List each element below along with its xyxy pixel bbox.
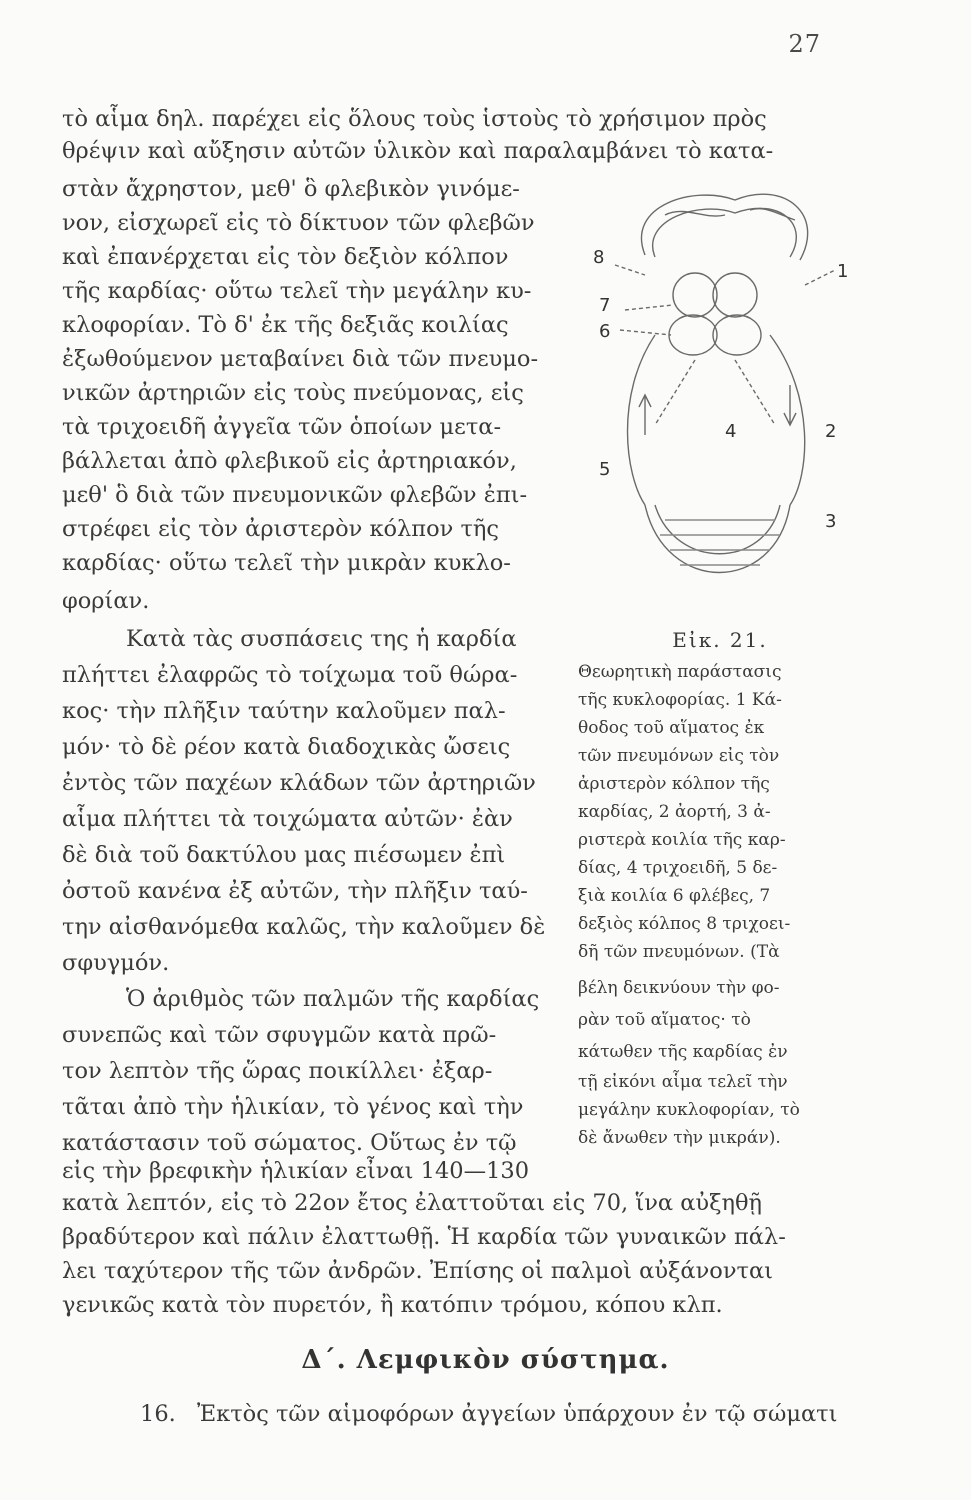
text-line: μόν· τὸ δὲ ρέον κατὰ διαδοχικὰς ὤσεις: [62, 734, 511, 760]
text-line: καὶ ἐπανέρχεται εἰς τὸν δεξιὸν κόλπον: [62, 244, 509, 270]
text-line: κλοφορίαν. Τὸ δ' ἐκ τῆς δεξιᾶς κοιλίας: [62, 312, 509, 338]
figure-label: 6: [599, 321, 611, 342]
text-line: στρέφει εἰς τὸν ἀριστερὸν κόλπον τῆς: [62, 516, 500, 542]
text-line: θρέψιν καὶ αὔξησιν αὐτῶν ὑλικὸν καὶ παραλαμβάνει τὸ κατα-: [62, 138, 774, 164]
caption-text: θοδος τοῦ αἵματος ἐκ: [578, 718, 765, 738]
text-line: συνεπῶς καὶ τῶν σφυγμῶν κατὰ πρῶ-: [62, 1022, 497, 1048]
figure-label: 7: [599, 295, 611, 316]
text-line: εἰς τὴν βρεφικὴν ἡλικίαν εἶναι 140—130: [62, 1158, 530, 1184]
text-line: τὰ τριχοειδῆ ἀγγεῖα τῶν ὁποίων μετα-: [62, 414, 502, 440]
caption-text: ξιὰ κοιλία 6 φλέβες, 7: [578, 886, 771, 906]
text-line: βραδύτερον καὶ πάλιν ἐλαττωθῇ. Ἡ καρδία τῶν γυναικῶν πάλ-: [62, 1224, 786, 1250]
venous-return: [628, 335, 656, 505]
text-line: καρδίας· οὕτω τελεῖ τὴν μικρὰν κυκλο-: [62, 550, 511, 576]
text-line: λει ταχύτερον τῆς τῶν ἀνδρῶν. Ἐπίσης οἱ παλμοὶ αὐξάνονται: [62, 1258, 773, 1284]
right-atrium: [673, 273, 717, 317]
text-line: τᾶται ἀπὸ τὴν ἡλικίαν, τὸ γένος καὶ τὴν: [62, 1094, 524, 1120]
text-line: μεθ' ὃ διὰ τῶν πνευμονικῶν φλεβῶν ἐπι-: [62, 482, 528, 508]
text-line: στὰν ἄχρηστον, μεθ' ὃ φλεβικὸν γινόμε-: [62, 176, 520, 202]
caption-line: [578, 1102, 850, 1119]
text-line: αἷμα πλήττει τὰ τοιχώματα αὐτῶν· ἐὰν: [62, 806, 513, 832]
left-atrium: [713, 273, 757, 317]
caption-line: [578, 748, 850, 765]
figure-title: Εἰκ. 21.: [672, 628, 768, 652]
caption-text: μεγάλην κυκλοφορίαν, τὸ: [578, 1100, 800, 1120]
text-line: ἐξωθούμενον μεταβαίνει διὰ τῶν πνευμο-: [62, 346, 539, 372]
caption-line: [578, 776, 850, 793]
caption-line: [578, 664, 850, 681]
text-line: φορίαν.: [62, 588, 150, 614]
figure-label: 5: [599, 459, 611, 480]
text-line: ὀστοῦ κανένα ἐξ αὐτῶν, τὴν πλῆξιν ταύ-: [62, 878, 528, 904]
caption-line: [578, 804, 850, 821]
caption-text: τῆς κυκλοφορίας. 1 Κά-: [578, 690, 782, 710]
caption-line: [578, 1074, 850, 1091]
caption-line: [578, 1130, 850, 1147]
caption-text: δῆ τῶν πνευμόνων. (Τὰ: [578, 942, 780, 962]
page-number: 27: [788, 30, 821, 58]
text-line: σφυγμόν.: [62, 950, 170, 976]
text-line: βάλλεται ἀπὸ φλεβικοῦ εἰς ἀρτηριακόν,: [62, 448, 517, 474]
left-ventricle: [713, 315, 761, 355]
paragraph-number: 16.: [140, 1401, 176, 1427]
caption-text: ἀριστερὸν κόλπον τῆς: [578, 774, 770, 794]
arrow-up: [639, 395, 651, 435]
text-line: πλήττει ἐλαφρῶς τὸ τοίχωμα τοῦ θώρα-: [62, 662, 518, 688]
text-line: Κατὰ τὰς συσπάσεις της ἡ καρδία: [126, 626, 517, 652]
body-capillaries: [645, 505, 790, 573]
caption-text: δεξιὸς κόλπος 8 τριχοει-: [578, 914, 791, 934]
caption-text: δὲ ἄνωθεν τὴν μικράν).: [578, 1128, 781, 1148]
leader-lines-lower: [655, 360, 775, 425]
text-line: την αἰσθανόμεθα καλῶς, τὴν καλοῦμεν δὲ: [62, 914, 546, 940]
caption-text: τῶν πνευμόνων εἰς τὸν: [578, 746, 780, 766]
text-line: γενικῶς κατὰ τὸν πυρετόν, ἢ κατόπιν τρόμου, κόπου κλπ.: [62, 1292, 723, 1318]
caption-text: ριστερὰ κοιλία τῆς καρ-: [578, 830, 786, 850]
circulation-diagram-svg: [585, 175, 855, 615]
caption-line: [578, 944, 850, 961]
text-line-content: τὸ αἷμα δηλ. παρέχει εἰς ὅλους τοὺς ἱστοὺς τὸ χρήσιμον πρὸς: [62, 106, 767, 132]
text-line: κατάστασιν τοῦ σώματος. Οὕτως ἐν τῷ: [62, 1130, 517, 1156]
section-heading: Δ΄. Λεμφικὸν σύστημα.: [301, 1345, 670, 1375]
figure-label: 8: [593, 247, 605, 268]
caption-line: [578, 1044, 850, 1061]
caption-text: ρὰν τοῦ αἵματος· τὸ: [578, 1010, 751, 1030]
text-line: ἐντὸς τῶν παχέων κλάδων τῶν ἀρτηριῶν: [62, 770, 536, 796]
figure-label: 1: [837, 261, 849, 282]
caption-line: [578, 860, 850, 877]
caption-text: κάτωθεν τῆς καρδίας ἐν: [578, 1042, 788, 1062]
caption-text: Θεωρητικὴ παράστασις: [578, 662, 782, 682]
text-line: κος· τὴν πλῆξιν ταύτην καλοῦμεν παλ-: [62, 698, 506, 724]
text-line: [62, 108, 862, 131]
text-line: νικῶν ἀρτηριῶν εἰς τοὺς πνεύμονας, εἰς: [62, 380, 524, 406]
text-line: τον λεπτὸν τῆς ὥρας ποικίλλει· ἐξαρ-: [62, 1058, 493, 1084]
text-line: νον, εἰσχωρεῖ εἰς τὸ δίκτυον τῶν φλεβῶν: [62, 210, 535, 236]
right-ventricle: [669, 315, 717, 355]
caption-line: [578, 888, 850, 905]
paragraph-start: [140, 1403, 862, 1426]
circulation-diagram: [585, 175, 855, 615]
text-line: κατὰ λεπτόν, εἰς τὸ 22ον ἔτος ἐλαττοῦται εἰς 70, ἵνα αὐξηθῇ: [62, 1190, 762, 1216]
body-capillaries-inner: [655, 505, 780, 554]
caption-line: [578, 980, 850, 997]
caption-text: τῇ εἰκόνι αἷμα τελεῖ τὴν: [578, 1072, 788, 1092]
text-line: Ὁ ἀριθμὸς τῶν παλμῶν τῆς καρδίας: [126, 986, 540, 1012]
figure-label: 3: [825, 511, 837, 532]
text-line: τῆς καρδίας· οὕτω τελεῖ τὴν μεγάλην κυ-: [62, 278, 532, 304]
paragraph-text: Ἐκτὸς τῶν αἱμοφόρων ἀγγείων ὑπάρχουν ἐν τῷ σώματι: [196, 1401, 838, 1427]
caption-line: [578, 720, 850, 737]
arrow-down: [784, 385, 796, 425]
figure-label: 2: [825, 421, 837, 442]
caption-line: [578, 1012, 850, 1029]
caption-line: [578, 832, 850, 849]
caption-text: καρδίας, 2 ἀορτή, 3 ἀ-: [578, 802, 771, 822]
caption-line: [578, 692, 850, 709]
figure-label: 4: [725, 421, 737, 442]
text-line: δὲ διὰ τοῦ δακτύλου μας πιέσωμεν ἐπὶ: [62, 842, 506, 868]
caption-text: βέλη δεικνύουν τὴν φο-: [578, 978, 780, 998]
caption-line: [578, 916, 850, 933]
caption-text: δίας, 4 τριχοειδῆ, 5 δε-: [578, 858, 778, 878]
pulmonary-loop: [641, 194, 807, 260]
